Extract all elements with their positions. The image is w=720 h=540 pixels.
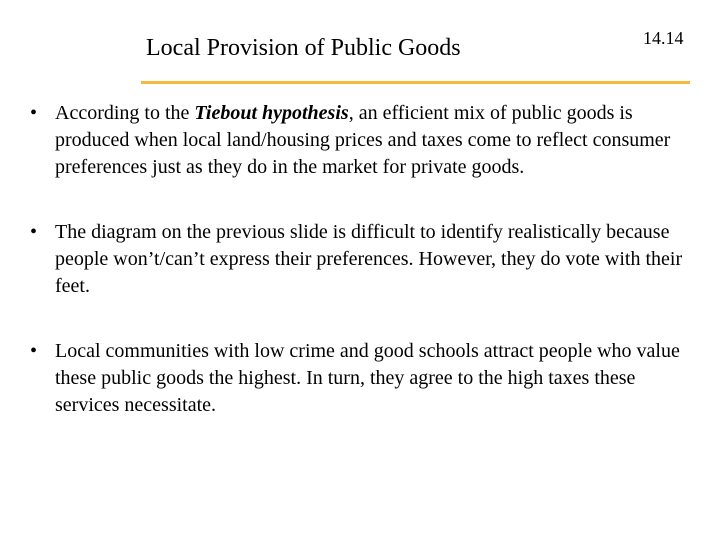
- bullet-text: The diagram on the previous slide is difficult to identify realistically because people won’t/can’t express their preferences. However, they do vote with their feet.: [55, 221, 683, 297]
- bullet-text-lead: According to the: [55, 102, 195, 124]
- slide-title: Local Provision of Public Goods: [146, 35, 461, 61]
- bullet-list: [30, 100, 700, 419]
- bullet-item-tiebout: [30, 100, 700, 181]
- bullet-marker: •: [30, 340, 38, 362]
- title-underline: [141, 81, 690, 84]
- slide-number: 14.14: [643, 28, 684, 48]
- bullet-item-diagram: [30, 219, 700, 300]
- bullet-marker: •: [30, 102, 38, 124]
- bullet-marker: •: [30, 221, 38, 243]
- bullet-text-rest: , an efficient mix of public goods is produced when local land/housing prices and taxes come to reflect consumer preferences just as they do in the market for private goods.: [55, 102, 671, 178]
- bullet-text: Local communities with low crime and good schools attract people who value these public goods the highest. In turn, they agree to the high taxes these services necessitate.: [55, 340, 680, 416]
- bullet-item-communities: [30, 338, 700, 419]
- bullet-emphasis-term: Tiebout hypothesis: [194, 102, 349, 124]
